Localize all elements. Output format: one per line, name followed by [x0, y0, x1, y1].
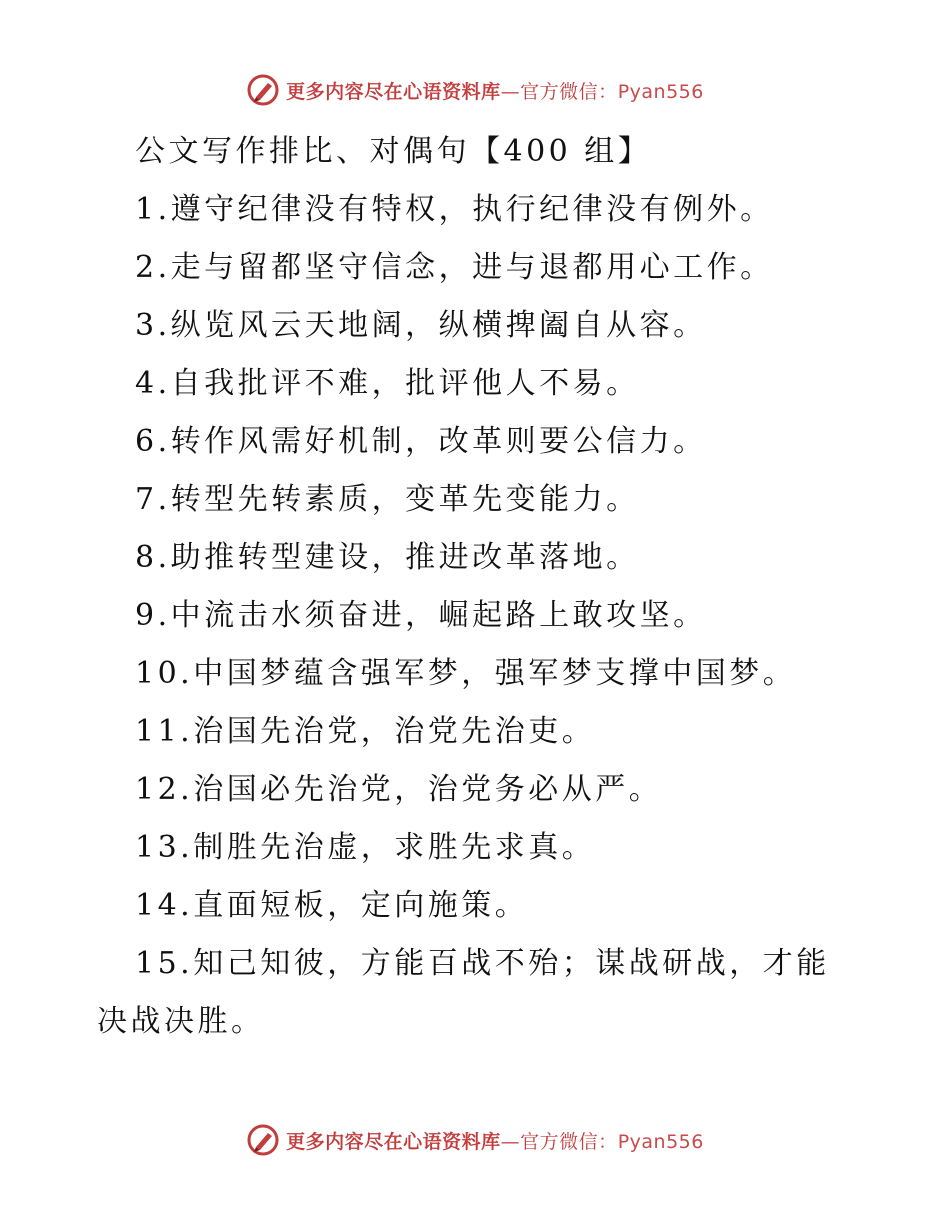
- watermark-text: [286, 1127, 704, 1154]
- list-item: 3.纵览风云天地阔，纵横捭阖自从容。: [135, 308, 707, 343]
- list-item-last-line1: 15.知己知彼，方能百战不殆；谋战研战，才能: [135, 946, 830, 981]
- watermark-wechat-id: Pyan556: [617, 1130, 704, 1153]
- watermark-banner-top: [0, 70, 950, 110]
- list-item: 1.遵守纪律没有特权，执行纪律没有例外。: [135, 192, 774, 227]
- watermark-wechat-label: 官方微信：: [520, 80, 618, 103]
- list-item: 14.直面短板，定向施策。: [135, 888, 529, 923]
- watermark-text: [286, 77, 704, 104]
- list-item: 6.转作风需好机制，改革则要公信力。: [135, 424, 707, 459]
- list-item-last-line2: 决战决胜。: [97, 1004, 265, 1039]
- document-title: 公文写作排比、对偶句【400 组】: [135, 134, 652, 169]
- pen-logo-icon: [246, 73, 280, 107]
- pen-logo-icon: [246, 1123, 280, 1157]
- list-item: 12.治国必先治党，治党务必从严。: [135, 772, 663, 807]
- document-body: [97, 123, 837, 1051]
- list-item: 8.助推转型建设，推进改革落地。: [135, 540, 640, 575]
- list-item: 9.中流击水须奋进，崛起路上敢攻坚。: [135, 598, 707, 633]
- watermark-dash: —: [500, 80, 521, 103]
- list-item: 10.中国梦蕴含强军梦，强军梦支撑中国梦。: [135, 656, 797, 691]
- list-item: 2.走与留都坚守信念，进与退都用心工作。: [135, 250, 774, 285]
- watermark-dash: —: [500, 1130, 521, 1153]
- list-item: 11.治国先治党，治党先治吏。: [135, 714, 596, 749]
- list-item: 7.转型先转素质，变革先变能力。: [135, 482, 640, 517]
- watermark-site-name: 更多内容尽在心语资料库: [286, 80, 501, 103]
- watermark-site-name: 更多内容尽在心语资料库: [286, 1130, 501, 1153]
- list-item: 13.制胜先治虚，求胜先求真。: [135, 830, 596, 865]
- watermark-wechat-label: 官方微信：: [520, 1130, 618, 1153]
- watermark-wechat-id: Pyan556: [617, 80, 704, 103]
- list-item: 4.自我批评不难，批评他人不易。: [135, 366, 640, 401]
- watermark-banner-bottom: [0, 1120, 950, 1160]
